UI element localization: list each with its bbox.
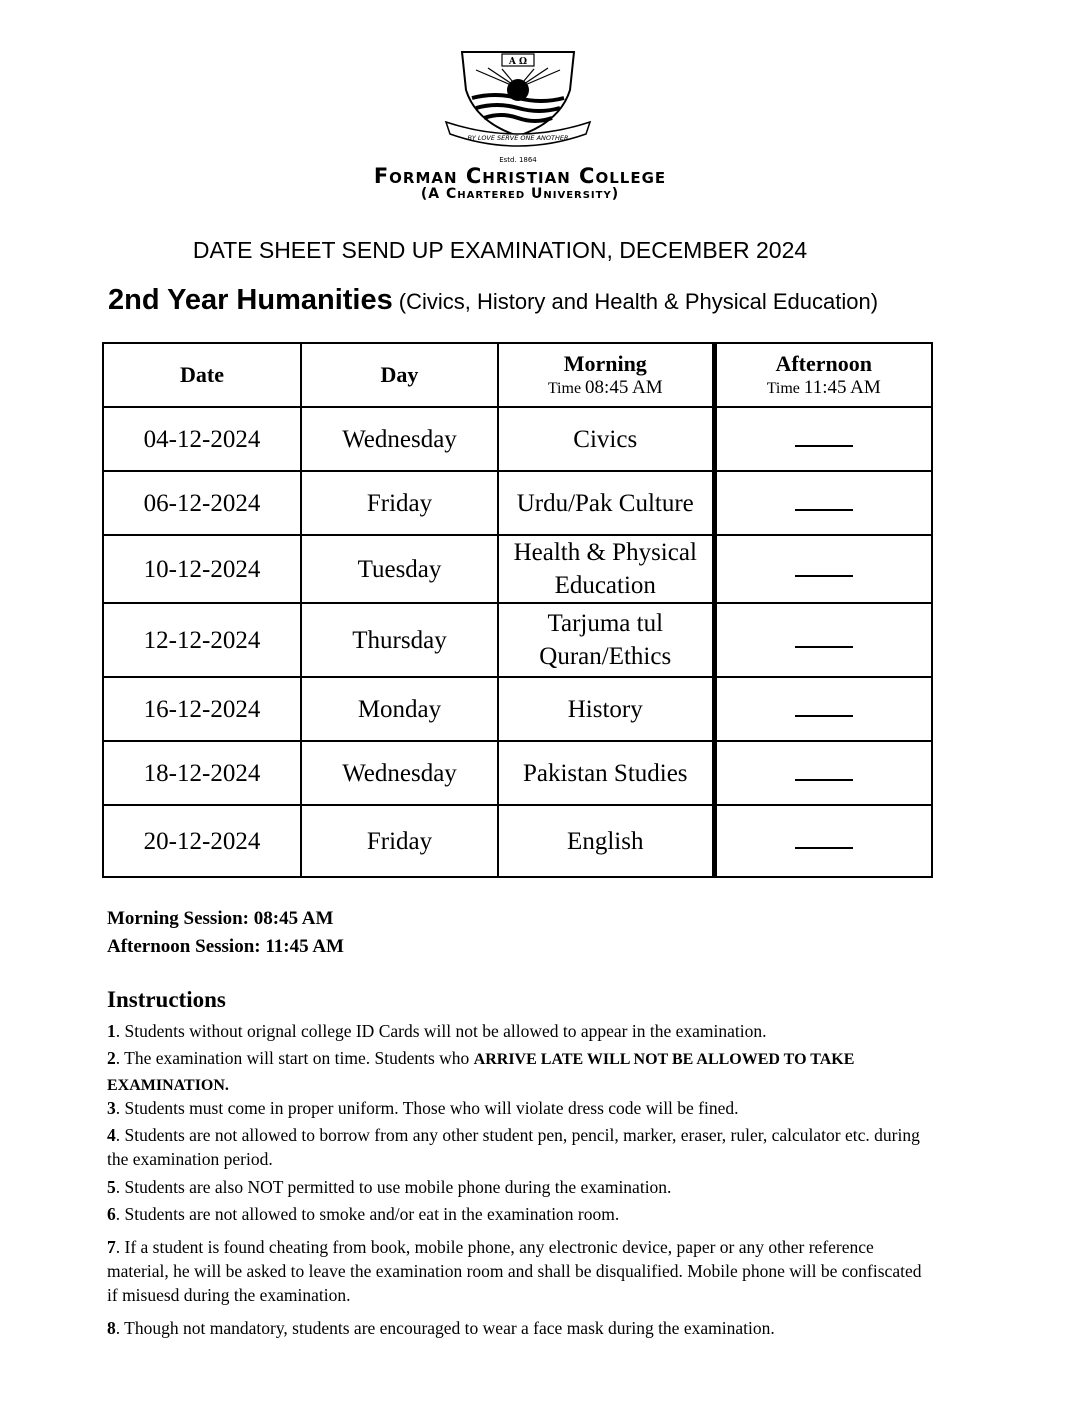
exam-schedule-table [102,342,933,878]
cell-date: 16-12-2024 [103,677,301,741]
empty-slot-line [795,632,853,648]
class-title-sub: (Civics, History and Health & Physical Education) [398,289,879,314]
instruction-text: . If a student is found cheating from book, mobile phone, any electronic device, paper or any other reference material, he will be asked to leave the examination room and shall be disqualified. Mobile phone will be confiscated if misuesd during the examination. [107,1237,922,1305]
instruction-number: 8 [107,1318,116,1338]
table-row [103,677,932,741]
instruction-number: 4 [107,1125,116,1145]
table-row [103,407,932,471]
instruction-text: . Students must come in proper uniform. Those who will violate dress code will be fined. [115,1098,739,1118]
instruction-item [107,1123,927,1171]
header-afternoon-label: Afternoon [775,351,873,377]
morning-subject-line1: Tarjuma tul [547,610,664,637]
morning-subject-line2: Quran/Ethics [539,643,672,670]
cell-morning-subject [498,471,714,535]
cell-morning-subject [498,677,714,741]
instruction-item [107,1202,927,1226]
cell-day: Wednesday [301,407,498,471]
afternoon-session-time: Afternoon Session: 11:45 AM [107,936,344,957]
instructions-heading: Instructions [107,987,226,1012]
instruction-item [107,1096,927,1120]
instruction-number: 1 [107,1021,116,1041]
empty-slot-line [795,431,853,447]
svg-text:Estd. 1864: Estd. 1864 [499,156,537,164]
session-times [107,905,344,961]
instruction-emphasis: ARRIVE LATE WILL NOT BE ALLOWED TO TAKE EXAMINATION. [107,1051,855,1094]
header-morning-label: Morning [563,351,647,377]
cell-day: Tuesday [301,535,498,603]
instruction-text: . Students are also NOT permitted to use mobile phone during the examination. [115,1177,672,1197]
instruction-item [107,1019,927,1043]
instruction-number: 5 [107,1177,116,1197]
cell-day: Friday [301,471,498,535]
header-morning-time: Time 08:45 AM [547,376,663,398]
cell-afternoon-subject [714,805,932,877]
header-afternoon [714,343,932,407]
cell-date: 10-12-2024 [103,535,301,603]
cell-date: 04-12-2024 [103,407,301,471]
empty-slot-line [795,765,853,781]
college-subtitle: (A Chartered University) [420,186,620,202]
cell-afternoon-subject [714,407,932,471]
instruction-number: 3 [107,1098,116,1118]
table-row [103,603,932,677]
cell-afternoon-subject [714,741,932,805]
empty-slot-line [795,701,853,717]
instruction-number: 6 [107,1204,116,1224]
instruction-number: 2 [107,1048,116,1068]
class-title [108,284,878,317]
cell-morning-subject [498,603,714,677]
cell-day: Monday [301,677,498,741]
morning-subject-line1: Pakistan Studies [522,759,688,787]
cell-day: Friday [301,805,498,877]
header-morning [498,343,714,407]
table-row [103,535,932,603]
cell-afternoon-subject [714,677,932,741]
instruction-item [107,1316,927,1340]
morning-subject-line1: English [567,827,644,855]
college-name: Forman Christian College [373,164,667,188]
header-afternoon-time: Time 11:45 AM [766,376,881,398]
cell-day: Wednesday [301,741,498,805]
cell-date: 18-12-2024 [103,741,301,805]
instruction-text: . The examination will start on time. Students who [115,1048,474,1068]
instruction-text: . Students are not allowed to borrow from any other student pen, pencil, marker, eraser, ruler, calculator etc. during the examination period. [107,1125,920,1169]
table-row [103,471,932,535]
empty-slot-line [795,561,853,577]
instruction-number: 7 [107,1237,116,1257]
svg-text:BY LOVE SERVE ONE ANOTHER: BY LOVE SERVE ONE ANOTHER [467,134,569,142]
svg-text:A Ω: A Ω [508,57,528,67]
instruction-item [107,1046,927,1098]
cell-morning-subject [498,805,714,877]
cell-afternoon-subject [714,535,932,603]
instruction-text: . Students are not allowed to smoke and/or eat in the examination room. [115,1204,620,1224]
empty-slot-line [795,833,853,849]
instruction-text: . Though not mandatory, students are encouraged to wear a face mask during the examination. [115,1318,775,1338]
header-date: Date [103,343,301,407]
cell-day: Thursday [301,603,498,677]
morning-subject-line1: Civics [573,425,638,453]
instruction-text: . Students without orignal college ID Cards will not be allowed to appear in the examination. [115,1021,767,1041]
empty-slot-line [795,495,853,511]
class-title-main: 2nd Year Humanities [108,284,393,316]
morning-session-time: Morning Session: 08:45 AM [107,908,334,929]
cell-date: 12-12-2024 [103,603,301,677]
cell-morning-subject [498,407,714,471]
table-row [103,805,932,877]
header-day: Day [301,343,498,407]
table-header-row [103,343,932,407]
cell-afternoon-subject [714,603,932,677]
cell-date: 06-12-2024 [103,471,301,535]
date-sheet-title: DATE SHEET SEND UP EXAMINATION, DECEMBER 2024 [192,237,808,263]
college-crest-logo [436,42,600,166]
morning-subject-line1: Health & Physical [513,539,697,566]
morning-subject-line1: History [567,695,643,723]
cell-date: 20-12-2024 [103,805,301,877]
table-row [103,741,932,805]
cell-morning-subject [498,535,714,603]
morning-subject-line1: Urdu/Pak Culture [516,489,694,517]
morning-subject-line2: Education [554,572,656,599]
instruction-item [107,1235,927,1307]
instruction-item [107,1175,927,1199]
cell-morning-subject [498,741,714,805]
cell-afternoon-subject [714,471,932,535]
